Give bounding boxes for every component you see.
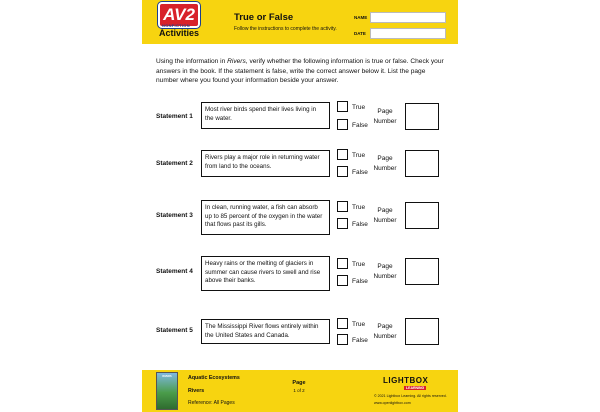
true-checkbox[interactable] — [337, 149, 348, 160]
copyright-text: © 2021 Lightbox Learning. All rights reserved. — [374, 394, 447, 398]
true-checkbox[interactable] — [337, 318, 348, 329]
date-field[interactable] — [370, 28, 446, 39]
false-checkbox[interactable] — [337, 275, 348, 286]
page-number-box[interactable] — [405, 150, 439, 177]
page-number-box[interactable] — [405, 258, 439, 285]
logo-subtext: NONFICTION — [162, 23, 190, 28]
statement-text-box: The Mississippi River flows entirely within the United States and Canada. — [201, 319, 330, 344]
statement-text-box: Most river birds spend their lives living in the water. — [201, 102, 330, 129]
website-link[interactable]: www.openlightbox.com — [374, 401, 411, 405]
instructions-part1: Using the information in — [156, 58, 228, 65]
true-checkbox[interactable] — [337, 201, 348, 212]
false-label: False — [352, 221, 368, 228]
statement-text-box: In clean, running water, a fish can absorb up to 85 percent of the oxygen in the water that flows past its gills. — [201, 200, 330, 235]
false-checkbox[interactable] — [337, 119, 348, 130]
page-word: Page — [377, 155, 393, 162]
false-label: False — [352, 122, 368, 129]
lightbox-logo: LIGHTBOX — [383, 376, 429, 385]
true-checkbox[interactable] — [337, 258, 348, 269]
statement-text-box: Rivers play a major role in returning water from land to the oceans. — [201, 150, 330, 177]
false-label: False — [352, 337, 368, 344]
instructions — [156, 57, 446, 86]
name-field[interactable] — [370, 12, 446, 23]
page-indicator-count: 1 of 2 — [293, 388, 305, 393]
book-cover-title: RIVERS — [162, 375, 172, 378]
page-indicator-label: Page — [292, 380, 306, 386]
lightbox-learning-tag: LEARNING — [406, 386, 425, 390]
true-label: True — [352, 152, 366, 159]
page-number-box[interactable] — [405, 103, 439, 130]
footer-bar — [142, 370, 458, 412]
series-title: Aquatic Ecosystems — [188, 375, 240, 381]
true-label: True — [352, 261, 366, 268]
false-label: False — [352, 169, 368, 176]
page-number-label — [368, 206, 402, 226]
page-number-box[interactable] — [405, 318, 439, 345]
logo-activities-text: Activities — [158, 28, 200, 38]
false-checkbox[interactable] — [337, 218, 348, 229]
page-word: Page — [377, 323, 393, 330]
page-number-label — [368, 322, 402, 342]
number-word: Number — [373, 165, 397, 172]
page-word: Page — [377, 263, 393, 270]
statement-label: Statement 5 — [156, 327, 193, 334]
statement-label: Statement 3 — [156, 212, 193, 219]
true-checkbox[interactable] — [337, 101, 348, 112]
instructions-book-title: Rivers — [227, 58, 246, 65]
av2-logo — [148, 2, 208, 42]
page-number-label — [368, 154, 402, 174]
page-number-box[interactable] — [405, 202, 439, 229]
book-cover-image — [156, 372, 178, 410]
page-title: True or False — [234, 12, 294, 23]
page-subtitle: Follow the instructions to complete the activity. — [234, 26, 337, 32]
true-label: True — [352, 321, 366, 328]
page-number-label — [368, 262, 402, 282]
statement-label: Statement 2 — [156, 160, 193, 167]
reference-text: Reference: All Pages — [188, 400, 235, 406]
worksheet-page — [142, 0, 458, 412]
number-word: Number — [373, 333, 397, 340]
statement-label: Statement 4 — [156, 268, 193, 275]
false-label: False — [352, 278, 368, 285]
true-label: True — [352, 204, 366, 211]
page-word: Page — [377, 108, 393, 115]
name-label: NAME — [354, 15, 368, 20]
statement-text-box: Heavy rains or the melting of glaciers in summer can cause rivers to swell and rise above their banks. — [201, 256, 330, 291]
book-title: Rivers — [188, 388, 205, 394]
instructions-part2: , verify whether the following information is true or false. Check your answers in the book. If the statement is false, write the correct answer below it. List the page number where you found your information beside your answer. — [156, 58, 444, 85]
page-word: Page — [377, 207, 393, 214]
false-checkbox[interactable] — [337, 166, 348, 177]
true-label: True — [352, 104, 366, 111]
number-word: Number — [373, 273, 397, 280]
false-checkbox[interactable] — [337, 334, 348, 345]
number-word: Number — [373, 118, 397, 125]
date-label: DATE — [354, 31, 366, 36]
statement-label: Statement 1 — [156, 113, 193, 120]
logo-mark: AV2 — [158, 2, 200, 28]
header-bar — [142, 0, 458, 44]
number-word: Number — [373, 217, 397, 224]
page-number-label — [368, 107, 402, 127]
